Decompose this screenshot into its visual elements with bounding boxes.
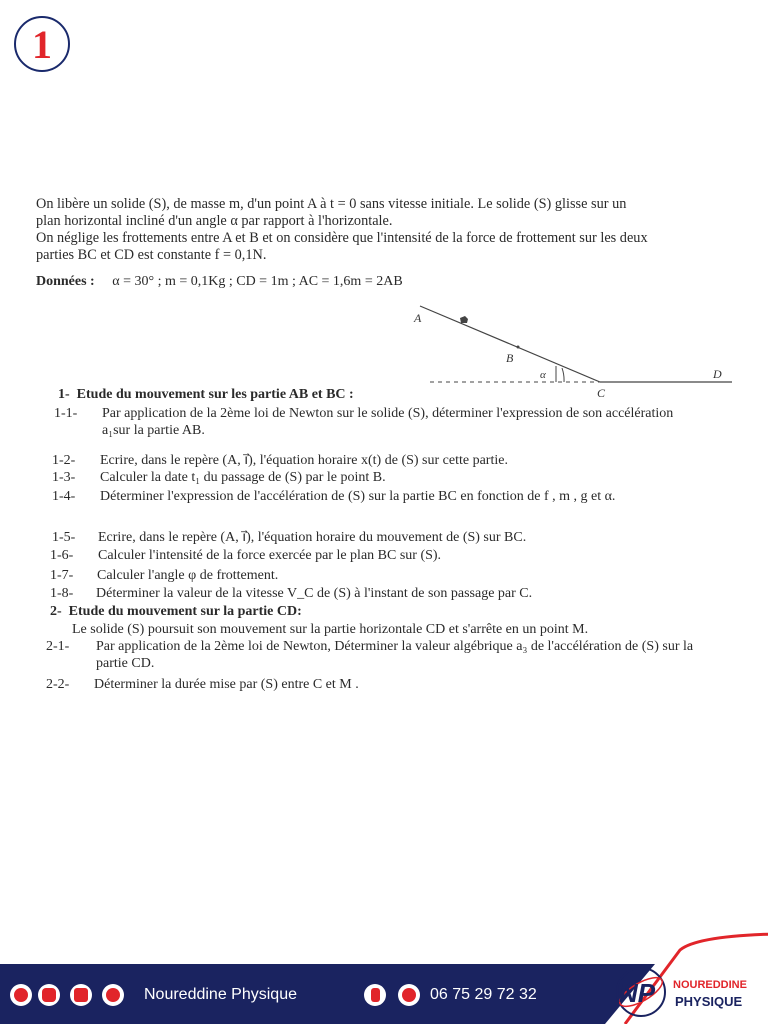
label-b: B [506, 351, 514, 365]
question-1-4-text: Déterminer l'expression de l'accélération de (S) sur la partie BC en fonction de f , m , g et α. [100, 489, 616, 504]
point-b [517, 346, 520, 349]
logo-bottom-text: PHYSIQUE [675, 994, 743, 1009]
page-number-badge: 1 [14, 16, 70, 72]
youtube-icon[interactable] [70, 984, 92, 1006]
footer-logo-area [605, 930, 768, 1024]
label-d: D [713, 367, 722, 381]
label-alpha: α [540, 369, 546, 381]
phone-icon[interactable] [364, 984, 386, 1006]
section-1-heading: 1- Etude du mouvement sur les partie AB et BC : [58, 387, 354, 402]
given-data [36, 274, 403, 290]
logo-top-text: NOUREDDINE [673, 979, 747, 991]
question-1-5-text: Ecrire, dans le repère (A, i⃗), l'équation horaire du mouvement de (S) sur BC. [98, 530, 527, 545]
exercise-intro [36, 196, 726, 264]
question-1-6-num: 1-6- [50, 548, 74, 563]
inclined-plane-diagram [400, 296, 750, 401]
solid-block [460, 316, 468, 323]
question-1-2-num: 1-2- [52, 453, 76, 468]
footer-phone: 06 75 29 72 32 [430, 986, 537, 1003]
question-2-2-num: 2-2- [46, 677, 70, 692]
question-2-1-num: 2-1- [46, 639, 70, 654]
question-2-1-text: Par application de la 2ème loi de Newton, Déterminer la valeur algébrique a₃ de l'accélération de (S) sur la partie CD. [96, 639, 694, 671]
question-2-2-text: Déterminer la durée mise par (S) entre C et M . [94, 677, 359, 692]
section-2-intro: Le solide (S) poursuit son mouvement sur la partie horizontale CD et s'arrête en un point M. [72, 622, 589, 637]
question-1-2-text: Ecrire, dans le repère (A, i⃗), l'équation horaire x(t) de (S) sur cette partie. [100, 453, 508, 468]
section-2-heading: 2- Etude du mouvement sur la partie CD: [50, 604, 302, 619]
question-1-1-num: 1-1- [54, 406, 78, 421]
intro-line-1: On libère un solide (S), de masse m, d'un point A à t = 0 sans vitesse initiale. Le solide (S) glisse sur un [36, 196, 627, 212]
question-1-3-text: Calculer la date t₁ du passage de (S) par le point B. [100, 470, 386, 485]
label-c: C [597, 386, 606, 400]
data-label: Données : [36, 274, 95, 289]
question-1-7-num: 1-7- [50, 568, 74, 583]
footer-name: Noureddine Physique [144, 986, 297, 1003]
question-1-5-num: 1-5- [52, 530, 76, 545]
question-1-8-text: Déterminer la valeur de la vitesse V_C de (S) à l'instant de son passage par C. [96, 586, 533, 601]
instagram-icon[interactable] [38, 984, 60, 1006]
facebook-icon[interactable] [10, 984, 32, 1006]
question-1-4-num: 1-4- [52, 489, 76, 504]
intro-line-3: On néglige les frottements entre A et B et on considère que l'intensité de la force de frottement sur les deux [36, 230, 648, 246]
question-1-8-num: 1-8- [50, 586, 74, 601]
question-1-1-text: Par application de la 2ème loi de Newton sur le solide (S), déterminer l'expression de son accélération a₁sur la partie AB. [102, 406, 674, 438]
incline-line [420, 306, 600, 382]
label-a: A [414, 311, 422, 325]
intro-line-2: plan horizontal incliné d'un angle α par rapport à l'horizontale. [36, 213, 393, 229]
angle-arc [562, 368, 564, 382]
whatsapp-icon[interactable] [398, 984, 420, 1006]
data-values: α = 30° ; m = 0,1Kg ; CD = 1m ; AC = 1,6m = 2AB [112, 274, 403, 289]
intro-line-4: parties BC et CD est constante f = 0,1N. [36, 247, 267, 263]
telegram-icon[interactable] [102, 984, 124, 1006]
logo-letters: NP [619, 978, 656, 1008]
question-1-7-text: Calculer l'angle φ de frottement. [97, 568, 279, 583]
question-1-6-text: Calculer l'intensité de la force exercée par le plan BC sur (S). [98, 548, 442, 563]
question-1-3-num: 1-3- [52, 470, 76, 485]
